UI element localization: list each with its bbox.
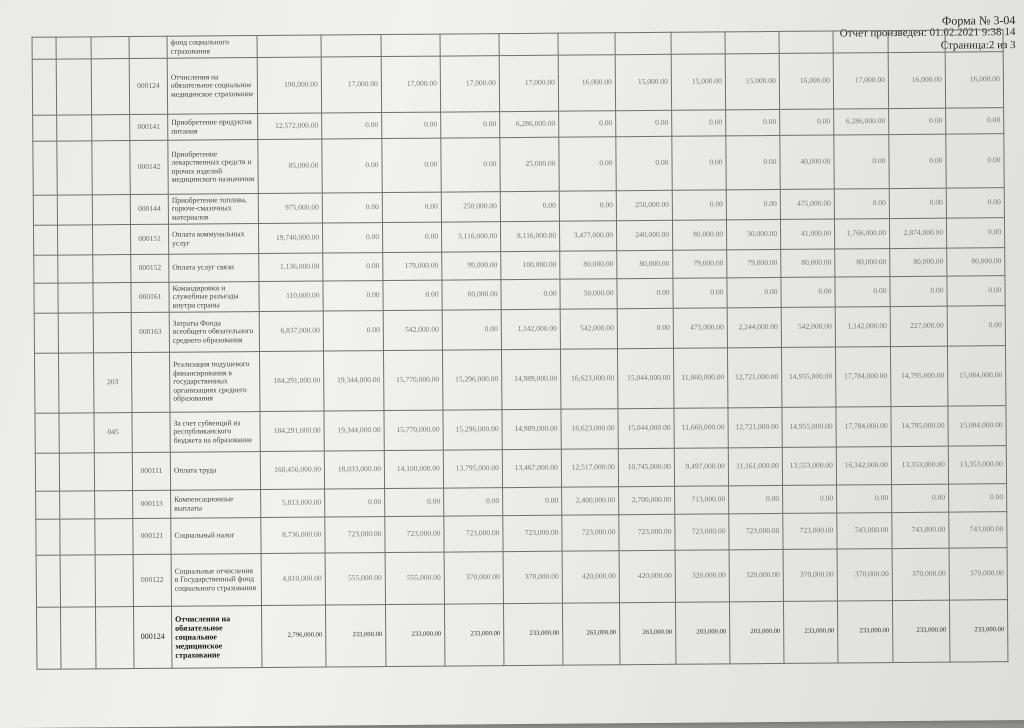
amount-cell: 233,000.00 <box>949 600 1007 662</box>
code-cell <box>132 352 170 412</box>
amount-cell: 14,989,000.00 <box>501 349 560 409</box>
amount-cell: 0.00 <box>322 113 382 139</box>
amount-cell: 475,000.00 <box>673 308 727 348</box>
amount-cell: 110,000.00 <box>259 281 323 312</box>
amount-cell: 1,142,000.00 <box>501 309 560 349</box>
col-1-cell <box>35 413 59 453</box>
col-1-cell <box>34 283 58 313</box>
amount-cell: 1,142,000.00 <box>835 307 890 347</box>
amount-cell: 5,813,000.00 <box>261 489 325 518</box>
amount-cell: 370,000.00 <box>837 549 892 601</box>
amount-cell: 723,000.00 <box>444 516 503 552</box>
amount-cell: 370,000.00 <box>503 551 562 603</box>
amount-cell: 19,740,000.00 <box>258 223 322 254</box>
amount-cell: 15,044,000.00 <box>617 348 673 408</box>
amount-cell: 15,084,000.00 <box>947 346 1005 406</box>
amount-cell: 0.00 <box>947 306 1005 346</box>
amount-cell: 0.00 <box>946 108 1004 134</box>
amount-cell: 17,000.00 <box>833 53 888 109</box>
amount-cell: 15,296,000.00 <box>443 410 502 450</box>
amount-cell: 16,342,000.00 <box>836 447 891 485</box>
amount-cell: 16,000.00 <box>888 52 945 108</box>
amount-cell: 0.00 <box>323 311 383 351</box>
col-1-cell <box>33 225 57 255</box>
amount-cell: 0.00 <box>441 112 500 138</box>
amount-cell: 15,000.00 <box>615 54 671 110</box>
col-3-cell <box>91 37 129 59</box>
amount-cell: 14,955,000.00 <box>781 347 835 407</box>
amount-cell <box>499 33 558 55</box>
amount-cell: 16,000.00 <box>945 52 1003 108</box>
amount-cell: 184,291,000.00 <box>259 351 323 412</box>
col-3-cell <box>92 195 130 225</box>
table-row <box>36 548 1007 608</box>
col-3-cell: 203 <box>94 353 132 413</box>
amount-cell: 743,000.00 <box>949 512 1007 548</box>
amount-cell <box>321 35 381 57</box>
amount-cell: 250,000.00 <box>616 190 672 220</box>
amount-cell: 15,000.00 <box>725 53 779 109</box>
item-name-cell: За счет субвенций из республиканского бюджета на образование <box>170 412 260 453</box>
item-name-cell: Отчисления на обязательное социальное медицинское страхование <box>167 58 257 115</box>
amount-cell: 370,000.00 <box>444 552 503 604</box>
col-2-cell <box>59 353 94 413</box>
amount-cell: 0.00 <box>889 188 946 218</box>
amount-cell: 0.00 <box>834 135 889 189</box>
amount-cell: 25,000.00 <box>500 137 559 191</box>
amount-cell: 15,770,000.00 <box>384 410 443 450</box>
amount-cell: 13,353,000.00 <box>891 446 948 484</box>
code-cell: 000124 <box>133 606 171 668</box>
amount-cell: 0.00 <box>442 310 501 350</box>
amount-cell: 12,572,000.00 <box>258 113 322 140</box>
amount-cell: 0.00 <box>949 484 1007 512</box>
item-name-cell: Отчисления на обязательное социальное медицинское страхование <box>171 606 261 669</box>
amount-cell: 11,660,000.00 <box>674 408 728 448</box>
code-cell: 000111 <box>132 452 170 490</box>
amount-cell: 10,745,000.00 <box>618 448 674 486</box>
amount-cell: 11,161,000.00 <box>728 447 782 485</box>
code-cell: 000161 <box>131 282 169 312</box>
amount-cell: 14,989,000.00 <box>502 409 561 449</box>
col-2-cell <box>57 225 92 255</box>
col-1-cell <box>32 59 56 115</box>
amount-cell: 0.00 <box>500 191 559 221</box>
col-3-cell <box>95 555 133 607</box>
col-3-cell <box>92 225 130 255</box>
col-1-cell <box>34 313 58 353</box>
amount-cell: 0.00 <box>323 281 383 311</box>
col-2-cell <box>58 255 93 283</box>
item-name-cell: Социальные отчисления в Государственный фонд социального страхования <box>171 554 261 607</box>
amount-cell: 203,000.00 <box>675 602 729 664</box>
amount-cell: 17,000.00 <box>381 56 440 112</box>
col-3-cell <box>93 255 131 283</box>
code-cell: 000144 <box>130 194 168 224</box>
amount-cell: 542,000.00 <box>383 310 442 350</box>
amount-cell <box>833 31 888 53</box>
amount-cell: 3,477,000.00 <box>559 221 616 251</box>
col-1-cell <box>35 353 59 413</box>
amount-cell: 16,000.00 <box>558 55 615 111</box>
code-cell: 000151 <box>130 224 168 254</box>
amount-cell: 2,700,000.00 <box>619 486 675 514</box>
amount-cell: 2,400,000.00 <box>562 487 619 515</box>
amount-cell: 17,000.00 <box>440 56 499 112</box>
amount-cell: 0.00 <box>616 136 672 190</box>
amount-cell: 0.00 <box>382 192 441 222</box>
amount-cell: 15,044,000.00 <box>618 408 674 448</box>
amount-cell: 723,000.00 <box>783 513 837 549</box>
amount-cell: 41,000.00 <box>780 219 834 249</box>
amount-cell: 99,000.00 <box>442 252 501 280</box>
amount-cell: 17,000.00 <box>321 57 381 113</box>
amount-cell: 542,000.00 <box>781 307 835 347</box>
amount-cell: 203,000.00 <box>729 601 783 663</box>
amount-cell: 420,000.00 <box>562 551 619 603</box>
col-3-cell <box>95 519 133 555</box>
amount-cell <box>615 32 671 54</box>
amount-cell: 16,000.00 <box>779 53 833 109</box>
code-cell: 000113 <box>133 490 171 518</box>
amount-cell: 233,000.00 <box>325 605 385 667</box>
amount-cell: 0.00 <box>672 190 726 220</box>
amount-cell: 15,000.00 <box>671 54 725 110</box>
item-name-cell: Социальный налог <box>171 518 261 555</box>
amount-cell: 0.00 <box>322 223 382 253</box>
amount-cell <box>257 35 321 58</box>
amount-cell: 30,000.00 <box>726 219 780 249</box>
amount-cell: 85,000.00 <box>258 139 322 194</box>
code-cell: 000152 <box>131 254 169 282</box>
amount-cell: 100,000.00 <box>501 251 560 279</box>
col-2-cell <box>58 283 93 313</box>
amount-cell: 12,721,000.00 <box>727 347 781 407</box>
amount-cell: 250,000.00 <box>441 192 500 222</box>
amount-cell: 723,000.00 <box>385 516 444 552</box>
amount-cell: 0.00 <box>729 485 783 513</box>
amount-cell: 0.00 <box>672 136 726 190</box>
amount-cell: 19,344,000.00 <box>324 411 384 451</box>
amount-cell: 17,784,000.00 <box>835 347 890 407</box>
amount-cell: 0.00 <box>501 279 560 309</box>
amount-cell: 13,553,000.00 <box>782 447 836 485</box>
amount-cell: 13,353,000.00 <box>948 446 1006 484</box>
amount-cell <box>381 34 440 56</box>
amount-cell: 0.00 <box>835 277 890 307</box>
amount-cell: 13,467,000.00 <box>502 449 561 487</box>
item-name-cell: Затраты Фонда всеобщего обязательного среднего образования <box>169 312 259 353</box>
amount-cell: 2,874,000.00 <box>889 218 946 248</box>
amount-cell: 80,000.00 <box>781 249 835 277</box>
amount-cell <box>558 33 615 55</box>
code-cell <box>129 36 167 58</box>
col-1-cell <box>33 141 57 195</box>
table-row <box>32 52 1003 116</box>
amount-cell: 420,000.00 <box>619 550 675 602</box>
amount-cell: 1,766,000.00 <box>834 219 889 249</box>
amount-cell: 713,000.00 <box>675 486 729 514</box>
amount-cell <box>945 30 1003 52</box>
amount-cell: 0.00 <box>946 188 1004 218</box>
col-3-cell <box>94 453 132 491</box>
amount-cell: 0.00 <box>726 135 780 189</box>
col-3-cell <box>93 283 131 313</box>
col-1-cell <box>34 255 58 283</box>
item-name-cell: Оплата услуг связи <box>169 254 259 283</box>
col-1-cell <box>36 519 60 555</box>
col-2-cell <box>60 519 95 555</box>
amount-cell: 0.00 <box>617 278 673 308</box>
item-name-cell: Приобретение продуктов питания <box>168 114 258 141</box>
amount-cell: 79,000.00 <box>727 249 781 277</box>
amount-cell: 320,000.00 <box>729 549 783 601</box>
col-3-cell <box>91 59 129 115</box>
amount-cell: 233,000.00 <box>892 600 949 662</box>
amount-cell: 0.00 <box>672 110 726 136</box>
item-name-cell: Реализация подушевого финансирования в государственных организациях среднего образования <box>169 352 259 413</box>
col-2-cell <box>56 59 91 115</box>
amount-cell: 723,000.00 <box>503 515 562 551</box>
col-2-cell <box>58 313 93 353</box>
amount-cell: 0.00 <box>383 280 442 310</box>
col-3-cell: 045 <box>94 413 132 453</box>
amount-cell: 0.00 <box>322 193 382 223</box>
amount-cell: 179,000.00 <box>383 252 442 280</box>
amount-cell: 743,000.00 <box>892 512 949 548</box>
amount-cell: 80,000.00 <box>890 248 947 276</box>
amount-cell: 80,000.00 <box>947 248 1005 276</box>
amount-cell: 0.00 <box>617 308 673 348</box>
amount-cell: 18,033,000.00 <box>324 451 384 489</box>
amount-cell: 12,517,000.00 <box>561 449 618 487</box>
amount-cell: 0.00 <box>325 489 385 517</box>
amount-cell: 80,000.00 <box>672 220 726 250</box>
amount-cell: 9,497,000.00 <box>674 448 728 486</box>
form-number: Форма № 3-04 <box>941 13 1016 28</box>
amount-cell: 475,000.00 <box>780 189 834 219</box>
amount-cell: 15,296,000.00 <box>442 350 501 410</box>
amount-cell: 80,000.00 <box>560 251 617 279</box>
col-1-cell <box>33 115 57 141</box>
amount-cell: 723,000.00 <box>729 513 783 549</box>
amount-cell <box>725 31 779 53</box>
amount-cell: 11,660,000.00 <box>673 348 727 408</box>
amount-cell: 19,344,000.00 <box>323 351 383 411</box>
amount-cell: 12,721,000.00 <box>728 407 782 447</box>
amount-cell: 16,623,000.00 <box>560 349 617 409</box>
amount-cell: 2,796,000.00 <box>261 605 325 668</box>
amount-cell: 0.00 <box>441 138 500 192</box>
col-1-cell <box>35 453 59 491</box>
amount-cell: 370,000.00 <box>949 548 1007 600</box>
amount-cell <box>888 30 945 52</box>
amount-cell: 13,795,000.00 <box>443 450 502 488</box>
amount-cell: 0.00 <box>382 222 441 252</box>
amount-cell: 723,000.00 <box>325 517 385 553</box>
table-row <box>36 600 1007 670</box>
amount-cell: 0.00 <box>834 189 889 219</box>
col-2-cell <box>59 413 94 453</box>
amount-cell: 0.00 <box>946 134 1004 188</box>
amount-cell: 14,795,000.00 <box>891 406 948 446</box>
amount-cell: 0.00 <box>781 277 835 307</box>
code-cell: 000121 <box>133 518 171 554</box>
col-2-cell <box>57 141 92 195</box>
amount-cell: 80,000.00 <box>835 249 890 277</box>
amount-cell: 320,000.00 <box>675 550 729 602</box>
amount-cell: 0.00 <box>726 109 780 135</box>
budget-table <box>32 29 1009 670</box>
amount-cell: 1,136,000.00 <box>259 253 323 282</box>
report-timestamp: Отчет произведен: 01.02.2021 9:38:14 <box>839 26 1016 40</box>
amount-cell: 2,244,000.00 <box>727 307 781 347</box>
page-number: Страница:2 из 3 <box>940 39 1016 52</box>
amount-cell: 6,286,000.00 <box>834 109 889 135</box>
amount-cell: 743,000.00 <box>837 513 892 549</box>
amount-cell: 0.00 <box>616 110 672 136</box>
amount-cell: 0.00 <box>837 485 892 513</box>
amount-cell: 17,000.00 <box>499 55 558 111</box>
amount-cell: 60,000.00 <box>442 280 501 310</box>
col-2-cell <box>57 115 92 141</box>
amount-cell: 8,736,000.00 <box>261 517 325 554</box>
col-2-cell <box>57 195 92 225</box>
table-row <box>35 346 1006 414</box>
amount-cell: 0.00 <box>889 108 946 134</box>
amount-cell: 15,084,000.00 <box>948 406 1006 446</box>
amount-cell: 0.00 <box>503 487 562 515</box>
col-3-cell <box>92 141 130 195</box>
amount-cell: 3,116,000.00 <box>441 222 500 252</box>
amount-cell: 50,000.00 <box>560 279 617 309</box>
amount-cell: 80,000.00 <box>617 250 673 278</box>
col-3-cell <box>93 313 131 353</box>
item-name-cell: Компенсационные выплаты <box>171 490 261 519</box>
amount-cell: 233,000.00 <box>444 604 503 666</box>
amount-cell: 14,795,000.00 <box>890 346 947 406</box>
amount-cell <box>671 32 725 54</box>
amount-cell: 263,000.00 <box>619 602 675 664</box>
amount-cell: 370,000.00 <box>783 549 837 601</box>
amount-cell: 0.00 <box>673 278 727 308</box>
amount-cell: 723,000.00 <box>619 514 675 550</box>
amount-cell: 0.00 <box>382 112 441 138</box>
item-name-cell: фонд социального страхования <box>167 36 257 59</box>
amount-cell: 14,100,000.00 <box>384 450 443 488</box>
amount-cell: 233,000.00 <box>783 601 837 663</box>
amount-cell: 184,291,000.00 <box>260 411 324 452</box>
amount-cell: 240,000.00 <box>616 220 672 250</box>
amount-cell: 542,000.00 <box>560 309 617 349</box>
amount-cell: 0.00 <box>559 191 616 221</box>
amount-cell: 0.00 <box>727 277 781 307</box>
item-name-cell: Приобретение лекарственных средств и прочих изделий медицинского назначения <box>168 140 258 195</box>
col-1-cell <box>33 195 57 225</box>
amount-cell: 14,955,000.00 <box>782 407 836 447</box>
code-cell: 000163 <box>131 312 169 352</box>
amount-cell: 0.00 <box>382 138 441 192</box>
amount-cell: 975,000.00 <box>258 193 322 224</box>
item-name-cell: Оплата труда <box>170 452 260 491</box>
col-1-cell <box>36 491 60 519</box>
amount-cell: 0.00 <box>323 253 383 281</box>
code-cell: 000141 <box>130 114 168 140</box>
amount-cell: 0.00 <box>444 488 503 516</box>
table-row <box>33 134 1004 196</box>
amount-cell: 160,456,000.00 <box>260 451 324 490</box>
amount-cell: 0.00 <box>726 189 780 219</box>
amount-cell: 555,000.00 <box>385 552 444 604</box>
code-cell <box>132 412 170 452</box>
amount-cell: 0.00 <box>947 276 1005 306</box>
amount-cell: 0.00 <box>559 137 616 191</box>
amount-cell <box>440 34 499 56</box>
amount-cell: 40,000.00 <box>780 135 834 189</box>
code-cell: 000122 <box>133 554 171 606</box>
amount-cell: 0.00 <box>946 218 1004 248</box>
code-cell: 000142 <box>130 140 168 194</box>
amount-cell: 263,000.00 <box>562 603 619 665</box>
amount-cell: 233,000.00 <box>837 601 892 663</box>
amount-cell: 0.00 <box>559 111 616 137</box>
item-name-cell: Оплата коммунальных услуг <box>168 224 258 255</box>
amount-cell: 190,000.00 <box>257 57 321 114</box>
col-1-cell <box>36 607 60 669</box>
col-3-cell <box>92 115 130 141</box>
amount-cell: 17,784,000.00 <box>836 407 891 447</box>
amount-cell: 6,286,000.00 <box>500 111 559 137</box>
amount-cell: 233,000.00 <box>385 604 444 666</box>
amount-cell: 0.00 <box>890 276 947 306</box>
col-2-cell <box>59 453 94 491</box>
amount-cell: 723,000.00 <box>675 514 729 550</box>
amount-cell: 0.00 <box>322 139 382 193</box>
amount-cell: 79,000.00 <box>673 250 727 278</box>
amount-cell: 370,000.00 <box>892 548 949 600</box>
amount-cell: 555,000.00 <box>325 553 385 605</box>
amount-cell <box>779 31 833 53</box>
amount-cell: 227,000.00 <box>890 306 947 346</box>
col-2-cell <box>60 607 95 669</box>
amount-cell: 0.00 <box>385 488 444 516</box>
col-3-cell <box>95 607 133 669</box>
col-1-cell <box>32 37 56 59</box>
amount-cell: 723,000.00 <box>562 515 619 551</box>
item-name-cell: Приобретение топлива, горюче-смазочных материалов <box>168 194 258 225</box>
amount-cell: 0.00 <box>892 484 949 512</box>
col-1-cell <box>36 555 60 607</box>
col-2-cell <box>56 37 91 59</box>
amount-cell: 8,116,000.00 <box>500 221 559 251</box>
col-3-cell <box>95 491 133 519</box>
amount-cell: 0.00 <box>780 109 834 135</box>
col-2-cell <box>60 555 95 607</box>
amount-cell: 15,770,000.00 <box>383 350 442 410</box>
code-cell: 000124 <box>129 58 167 114</box>
amount-cell: 233,000.00 <box>503 603 562 665</box>
amount-cell: 16,623,000.00 <box>561 409 618 449</box>
amount-cell: 0.00 <box>783 485 837 513</box>
item-name-cell: Командировки и служебные разъезды внутри страны <box>169 282 259 313</box>
amount-cell: 6,837,000.00 <box>259 311 323 352</box>
col-2-cell <box>60 491 95 519</box>
amount-cell: 4,810,000.00 <box>261 553 325 606</box>
amount-cell: 0.00 <box>889 134 946 188</box>
